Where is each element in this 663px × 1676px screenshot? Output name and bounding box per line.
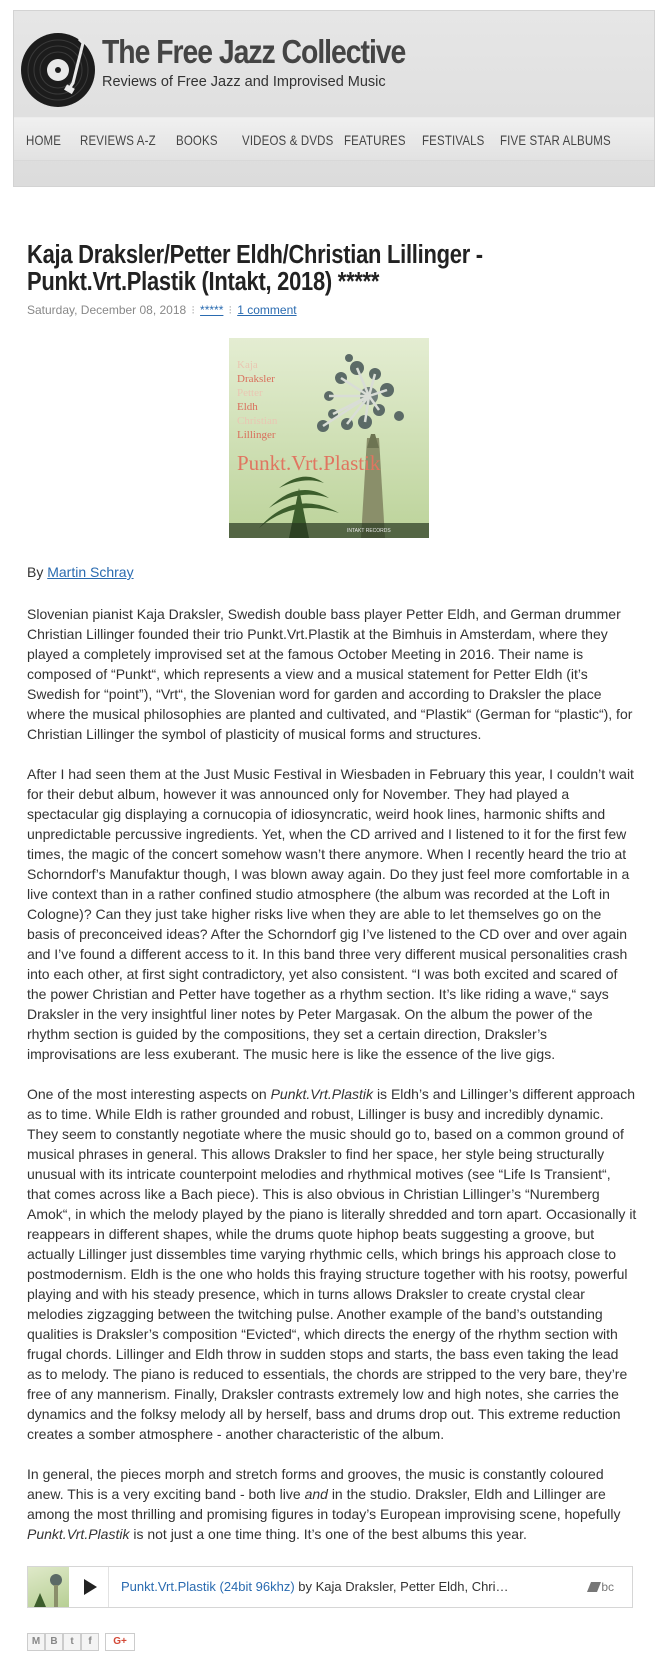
blog-share-button[interactable]: B: [45, 1633, 63, 1651]
cover-name-draksler: Draksler: [237, 373, 275, 385]
bandcamp-logo[interactable]: [587, 1580, 614, 1594]
player-track-info: [121, 1579, 509, 1594]
play-button[interactable]: [69, 1567, 109, 1607]
paragraph-4-mid: in the studio. Draksler, Eldh and Lillinger are among the most thrilling and promising figures in today’s European improvising scene, hopefully: [27, 1486, 621, 1522]
site-header: [13, 10, 655, 187]
paragraph-1: Slovenian pianist Kaja Draksler, Swedish double bass player Petter Eldh, and German drummer Christian Lillinger founded their trio Punkt.Vrt.Plastik at the Bimhuis in Amsterdam, where they played a completely improvised set at the famous October Meeting in 2016. Their name is composed of “Punkt“, which represents a view and a musical statement for Petter Eldh (it’s Swedish for “point”), “Vrt“, the Slovenian word for garden and according to Draksler the place where the musical philosophies are planted and cultivated, and “Plastik“ (German for “plastic“), for Christian Lillinger the symbol of plasticity of musical forms and structures.: [27, 606, 633, 742]
player-track-link[interactable]: Punkt.Vrt.Plastik (24bit 96khz): [121, 1579, 295, 1594]
nav-home[interactable]: HOME: [26, 132, 62, 148]
nav-five-star-albums[interactable]: FIVE STAR ALBUMS: [500, 132, 611, 148]
paragraph-2: After I had seen them at the Just Music Festival in Wiesbaden in February this year, I couldn’t wait for their debut album, however it was announced only for November. They had played a spectacular gig displaying a cornucopia of idiosyncratic, weird hook lines, harmonic shifts and unpredictable percussive ingredients. Yet, when the CD arrived and I listened to it for the first few times, the magic of the concert somehow wasn’t there anymore. When I recently heard the trio at Schorndorf’s Manufaktur though, I was blown away again. Do they just feel more comfortable in a live context than in a rather confined studio atmosphere (the album was recorded at the Loft in Cologne)? Can they just take higher risks live when they are able to let themselves go on the basis of preconceived ideas? After the Schorndorf gig I’ve listened to the CD over and over again and I’ve found a different access to it. In this band three very different musical personalities crash into each other, at first sight contradictory, yet also consistent. “I was both excited and scared of the power Christian and Petter have together as a rhythm section. It’s like riding a wave,“ says Draksler in the very insightful liner notes by Peter Margasak. On the album the power of the rhythm section is guided by the compositions, they set a certain direction, Draksler’s improvisations are less exuberant. The music here is like the essence of the live gigs.: [27, 766, 634, 1062]
google-plus-share-button[interactable]: G+: [105, 1633, 135, 1651]
nav-reviews-a-z[interactable]: REVIEWS A-Z: [80, 132, 156, 148]
cover-name-christian: Christian: [237, 415, 278, 427]
cover-name-petter: Petter: [237, 387, 263, 399]
post-label-link[interactable]: *****: [200, 303, 224, 317]
paragraph-4-start: In general, the pieces morph and stretch forms and grooves, the music is constantly coloured anew. This is a very exciting band - both live: [27, 1466, 604, 1502]
nav-features[interactable]: FEATURES: [344, 132, 406, 148]
bandcamp-icon: [587, 1582, 601, 1592]
cover-label-text: INTAKT RECORDS: [347, 528, 391, 534]
cover-name-kaja: Kaja: [237, 359, 258, 371]
facebook-share-button[interactable]: f: [81, 1633, 99, 1651]
bandcamp-logo-text: bc: [601, 1580, 614, 1594]
twitter-share-button[interactable]: t: [63, 1633, 81, 1651]
vinyl-record-logo-icon[interactable]: [19, 31, 97, 109]
paragraph-4-end: is not just a one time thing. It’s one of the best albums this year.: [133, 1526, 527, 1542]
cover-artwork: [229, 338, 429, 538]
nav-books[interactable]: BOOKS: [176, 132, 218, 148]
paragraph-4-album: Punkt.Vrt.Plastik: [27, 1526, 130, 1542]
nav-videos-dvds[interactable]: VIDEOS & DVDS: [242, 132, 334, 148]
post-title[interactable]: Kaja Draksler/Petter Eldh/Christian Lillinger - Punkt.Vrt.Plastik (Intakt, 2018) *****: [27, 241, 483, 296]
cover-name-eldh: Eldh: [237, 401, 258, 413]
paragraph-3-album: Punkt.Vrt.Plastik: [270, 1086, 374, 1102]
paragraph-4: [27, 1464, 637, 1544]
email-share-button[interactable]: M: [27, 1633, 45, 1651]
byline-prefix: By: [27, 564, 44, 580]
paragraph-3: [27, 1084, 637, 1444]
player-artists: by Kaja Draksler, Petter Eldh, Chri…: [298, 1579, 509, 1594]
player-album-thumbnail[interactable]: [28, 1567, 69, 1607]
paragraph-3-body: is Eldh’s and Lillinger’s different approach as to time. While Eldh is rather grounded and robust, Lillinger is busy and incredibly dynamic. They seem to constantly negotiate where the music should go to, based on a common ground of musical phrases in general. This allows Draksler to find her space, her style being structurally unusual with its intricate counterpoint melodies and rhythmical motives (see “Life Is Transient“, that comes across like a Bach piece). This is also obvious in Christian Lillinger’s “Nuremberg Amok“, in which the melody played by the piano is literally shredded and torn apart. Occasionally it reappears in different shapes, while the drums quote hiphop beats suggesting a groove, but actually Lillinger just dissembles time varying rhythmic cells, which brings his approach close to postmodernism. Eldh is the one who holds this fraying structure together with his rootsy, powerful playing and with his steady presence, which in turns allows Draksler to create crystal clear melodies zigzagging between the twitching pulse. Another example of the band’s outstanding qualities is Draksler’s composition “Evicted“, which directs the energy of the rhythm section with frugal chords. Lillinger and Eldh throw in sudden stops and starts, the bass even taking the lead as to melody. The piano is reduced to essentials, the chords are stripped to the very bare, they’re free of any mannerism. Finally, Draksler contrasts extremely low and high notes, she carries the dynamics and the folksy melody all by herself, bass and drums drop out. This extreme reduction creates a somber atmosphere - another characteristic of the album.: [27, 1086, 637, 1442]
post-meta: Saturday, December 08, 2018 ⁝ ***** ⁝ 1 comment: [27, 303, 297, 317]
nav-festivals[interactable]: FESTIVALS: [422, 132, 485, 148]
cover-album-title: Punkt.Vrt.Plastik: [237, 451, 381, 475]
byline: [27, 564, 134, 580]
site-title[interactable]: The Free Jazz Collective: [102, 33, 406, 70]
site-subtitle: Reviews of Free Jazz and Improvised Music: [102, 74, 386, 90]
paragraph-4-and: and: [304, 1486, 328, 1502]
post-date: Saturday, December 08, 2018: [27, 303, 187, 317]
play-icon: [69, 1567, 109, 1607]
album-cover[interactable]: [229, 338, 429, 538]
author-link[interactable]: Martin Schray: [47, 564, 134, 580]
cover-name-lillinger: Lillinger: [237, 429, 276, 441]
main-nav: [14, 117, 654, 161]
bandcamp-player: [27, 1566, 633, 1608]
comments-link[interactable]: 1 comment: [237, 303, 297, 317]
paragraph-3-intro: One of the most interesting aspects on: [27, 1086, 267, 1102]
